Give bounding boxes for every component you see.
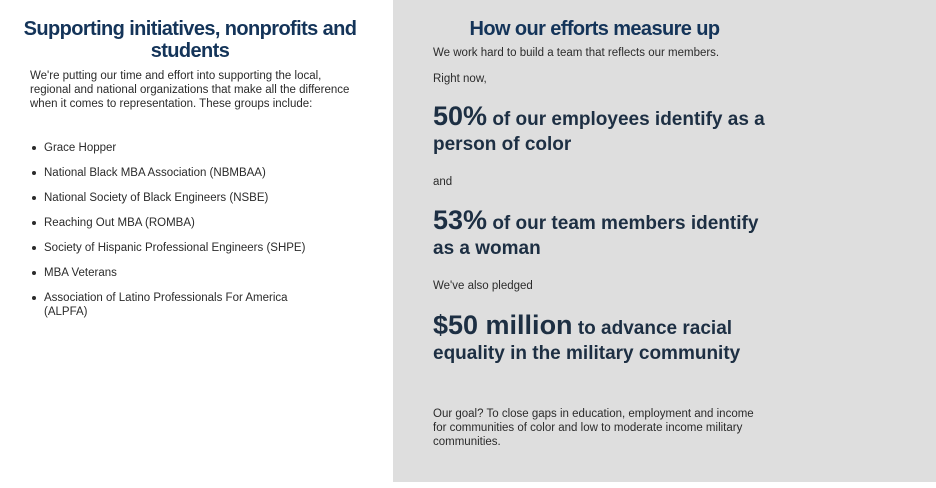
stat-description: of our team members identify as a woman [433,213,759,259]
list-item: Grace Hopper [30,141,330,155]
measure-intro: We work hard to build a team that reflects our members. [433,47,720,59]
goal-text: Our goal? To close gaps in education, employment and income for communities of color and low to moderate income military communities. [433,408,754,448]
stat-value: 53% [433,205,488,235]
stat-value: 50% [433,101,488,131]
organization-list [30,141,330,330]
initiatives-section [0,0,393,488]
list-item: Reaching Out MBA (ROMBA) [30,216,330,230]
stat-women [433,205,773,261]
measure-section [393,0,936,482]
list-item: Society of Hispanic Professional Engineers (SHPE) [30,241,330,255]
stat-value: $50 million [433,310,573,340]
stat-description: to advance racial equality in the military community [433,318,741,364]
stat-pledge [433,310,773,366]
right-now-text: Right now, [433,73,487,85]
initiatives-intro: We're putting our time and effort into supporting the local, regional and national organizations that make all the difference when it comes to representation. These groups include: [30,70,350,110]
list-item: National Society of Black Engineers (NSBE) [30,191,330,205]
initiatives-heading: Supporting initiatives, nonprofits and students [23,18,357,62]
pledged-text: We've also pledged [433,280,533,292]
list-item: Association of Latino Professionals For America (ALPFA) [30,291,330,319]
stat-description: of our employees identify as a person of color [433,109,765,155]
measure-heading: How our efforts measure up [469,18,720,40]
list-item: National Black MBA Association (NBMBAA) [30,166,330,180]
list-item: MBA Veterans [30,266,330,280]
stat-employees-of-color [433,101,773,157]
and-text: and [433,176,453,188]
